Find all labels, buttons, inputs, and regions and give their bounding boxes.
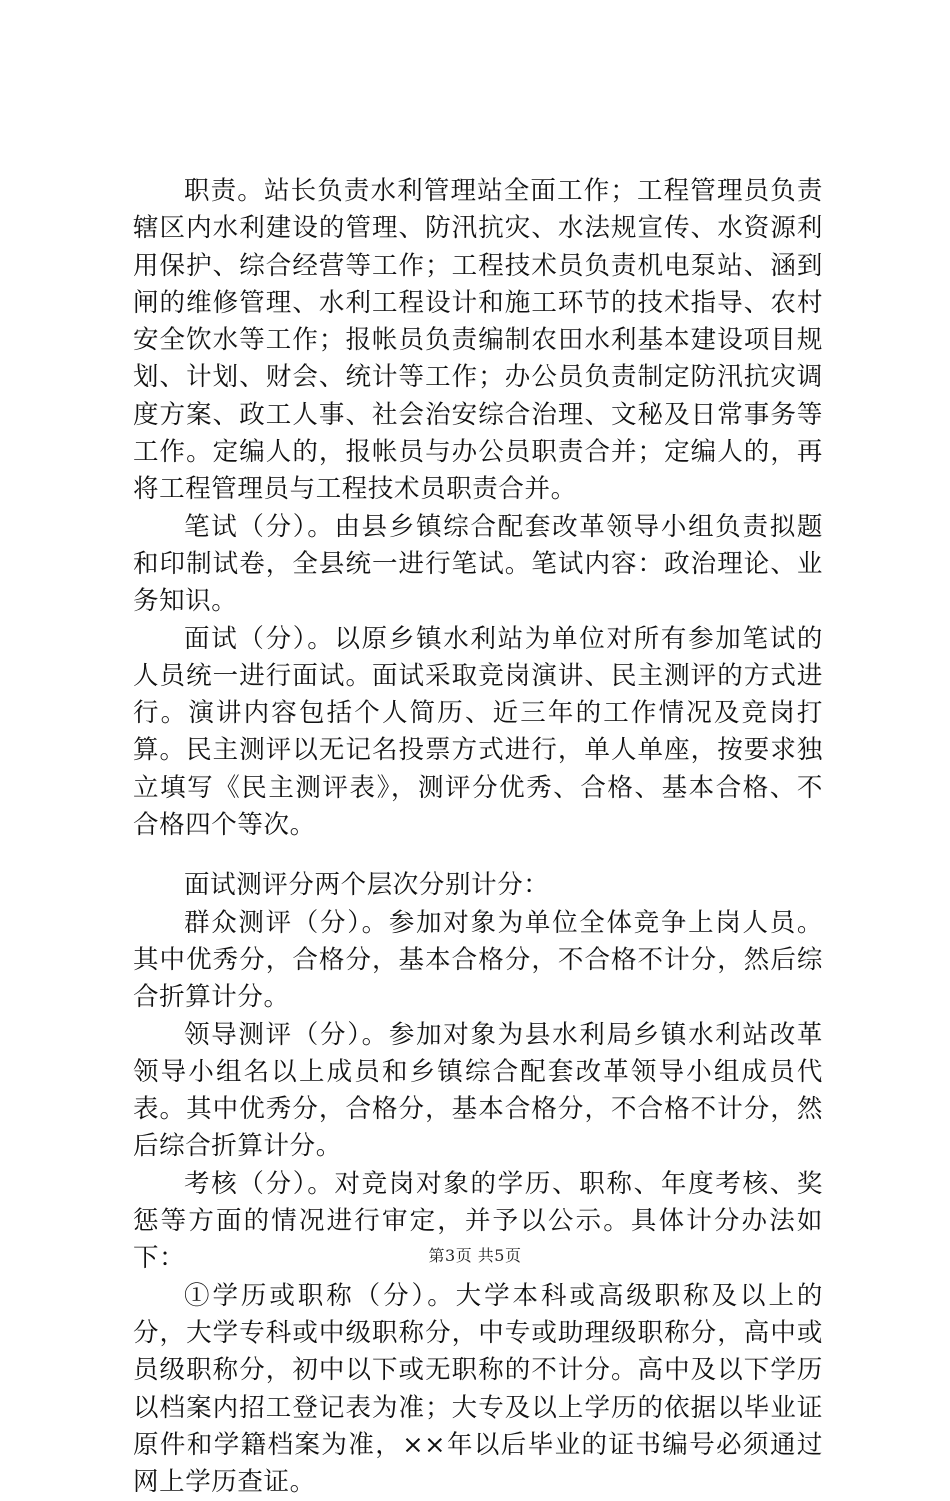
- paragraph-written-exam: 笔试（分）。由县乡镇综合配套改革领导小组负责拟题和印制试卷，全县统一进行笔试。笔试内容：政治理论、业务知识。: [133, 511, 823, 617]
- paragraph-leader-evaluation: 领导测评（分）。参加对象为县水利局乡镇水利站改革领导小组名以上成员和乡镇综合配套改革领导小组成员代表。其中优秀分，合格分，基本合格分，不合格不计分，然后综合折算计分。: [133, 1019, 823, 1162]
- paragraph-interview-scoring: 面试测评分两个层次分别计分：: [184, 870, 550, 901]
- page-number-footer: 第3页 共5页: [428, 1246, 522, 1265]
- document-body: [133, 173, 823, 1501]
- paragraph-assessment: 考核（分）。对竞岗对象的学历、职称、年度考核、奖惩等方面的情况进行审定，并予以公示。具体计分办法如下：: [133, 1168, 823, 1274]
- paragraph-public-evaluation: 群众测评（分）。参加对象为单位全体竞争上岗人员。其中优秀分，合格分，基本合格分，不合格不计分，然后综合折算计分。: [133, 907, 823, 1013]
- paragraph-education-title: ①学历或职称（分）。大学本科或高级职称及以上的分，大学专科或中级职称分，中专或助理级职称分，高中或员级职称分，初中以下或无职称的不计分。高中及以下学历以档案内招工登记表为准；大专及以上学历的依据以毕业证原件和学籍档案为准，××年以后毕业的证书编号必须通过网上学历查证。: [133, 1280, 823, 1498]
- paragraph-interview: 面试（分）。以原乡镇水利站为单位对所有参加笔试的人员统一进行面试。面试采取竞岗演讲、民主测评的方式进行。演讲内容包括个人简历、近三年的工作情况及竞岗打算。民主测评以无记名投票方式进行，单人单座，按要求独立填写《民主测评表》，测评分优秀、合格、基本合格、不合格四个等次。: [133, 623, 823, 841]
- paragraph-duties: 职责。站长负责水利管理站全面工作；工程管理员负责辖区内水利建设的管理、防汛抗灾、水法规宣传、水资源利用保护、综合经营等工作；工程技术员负责机电泵站、涵到闸的维修管理、水利工程设计和施工环节的技术指导、农村安全饮水等工作；报帐员负责编制农田水利基本建设项目规划、计划、财会、统计等工作；办公员负责制定防汛抗灾调度方案、政工人事、社会治安综合治理、文秘及日常事务等工作。定编人的，报帐员与办公员职责合并；定编人的，再将工程管理员与工程技术员职责合并。: [133, 176, 823, 505]
